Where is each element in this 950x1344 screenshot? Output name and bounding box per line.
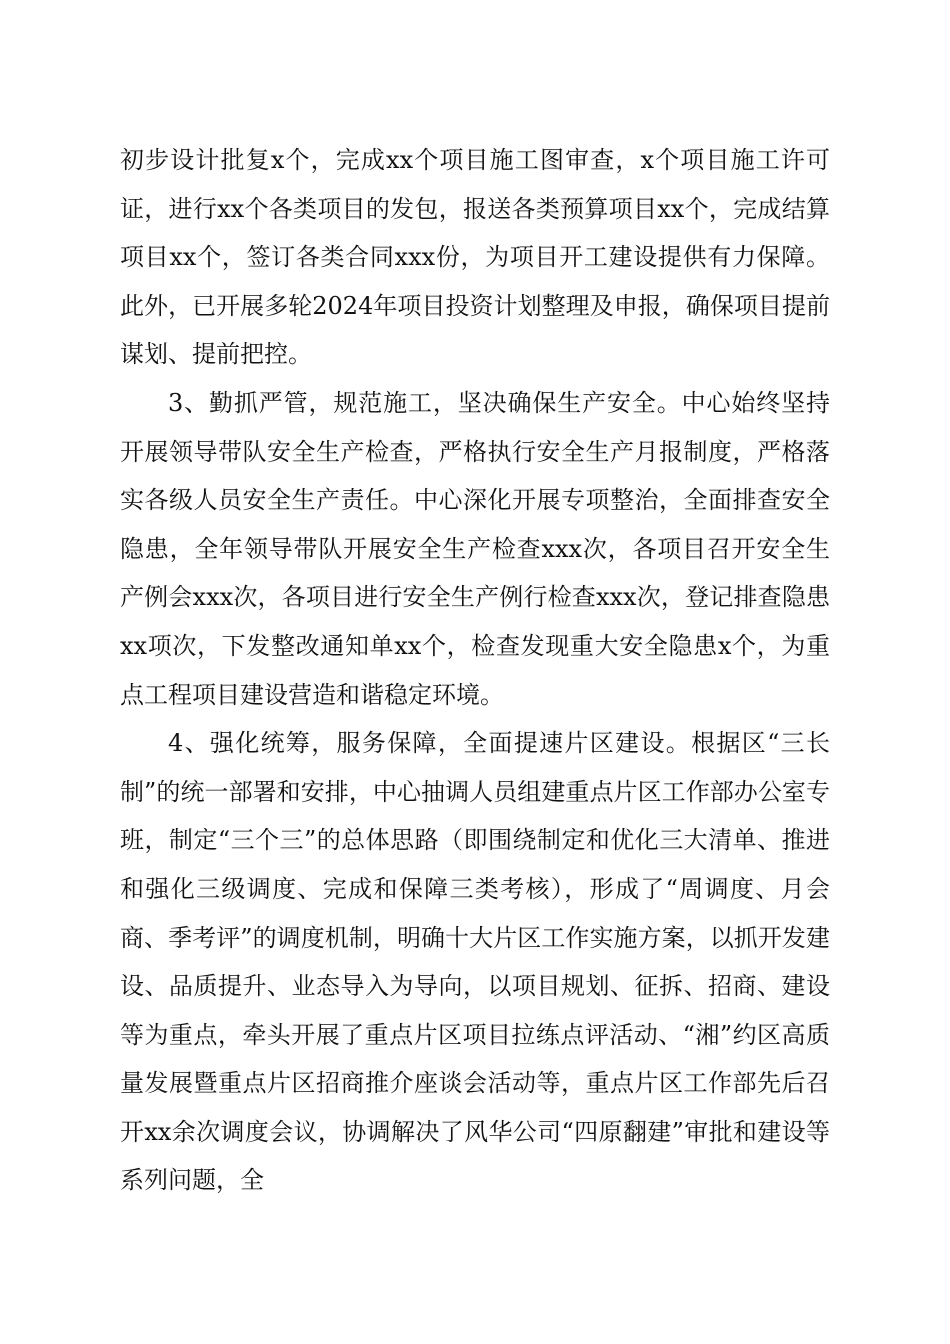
paragraph-district-construction: 4、强化统筹，服务保障，全面提速片区建设。根据区“三长制”的统一部署和安排，中心抽调人员组建重点片区工作部办公室专班，制定“三个三”的总体思路（即围绕制定和优化三大清单、推进和强化三级调度、完成和保障三类考核），形成了“周调度、月会商、季考评”的调度机制，明确十大片区工作实施方案，以抓开发建设、品质提升、业态导入为导向，以项目规划、征拆、招商、建设等为重点，牵头开展了重点片区项目拉练点评活动、“湘”约区高质量发展暨重点片区招商推介座谈会活动等，重点片区工作部先后召开xx余次调度会议，协调解决了风华公司“四原翻建”审批和建设等系列问题，全 — [120, 729, 830, 1195]
document-body — [120, 136, 830, 1205]
paragraph-safety-production: 3、勤抓严管，规范施工，坚决确保生产安全。中心始终坚持开展领导带队安全生产检查，严格执行安全生产月报制度，严格落实各级人员安全生产责任。中心深化开展专项整治，全面排查安全隐患，全年领导带队开展安全生产检查xxx次，各项目召开安全生产例会xxx次，各项目进行安全生产例行检查xxx次，登记排查隐患xx项次，下发整改通知单xx个，检查发现重大安全隐患x个，为重点工程项目建设营造和谐稳定环境。 — [120, 388, 830, 709]
paragraph-project-approvals: 初步设计批复x个，完成xx个项目施工图审查，x个项目施工许可证，进行xx个各类项目的发包，报送各类预算项目xx个，完成结算项目xx个，签订各类合同xxx份，为项目开工建设提供有力保障。此外，已开展多轮2024年项目投资计划整理及申报，确保项目提前谋划、提前把控。 — [120, 146, 830, 369]
